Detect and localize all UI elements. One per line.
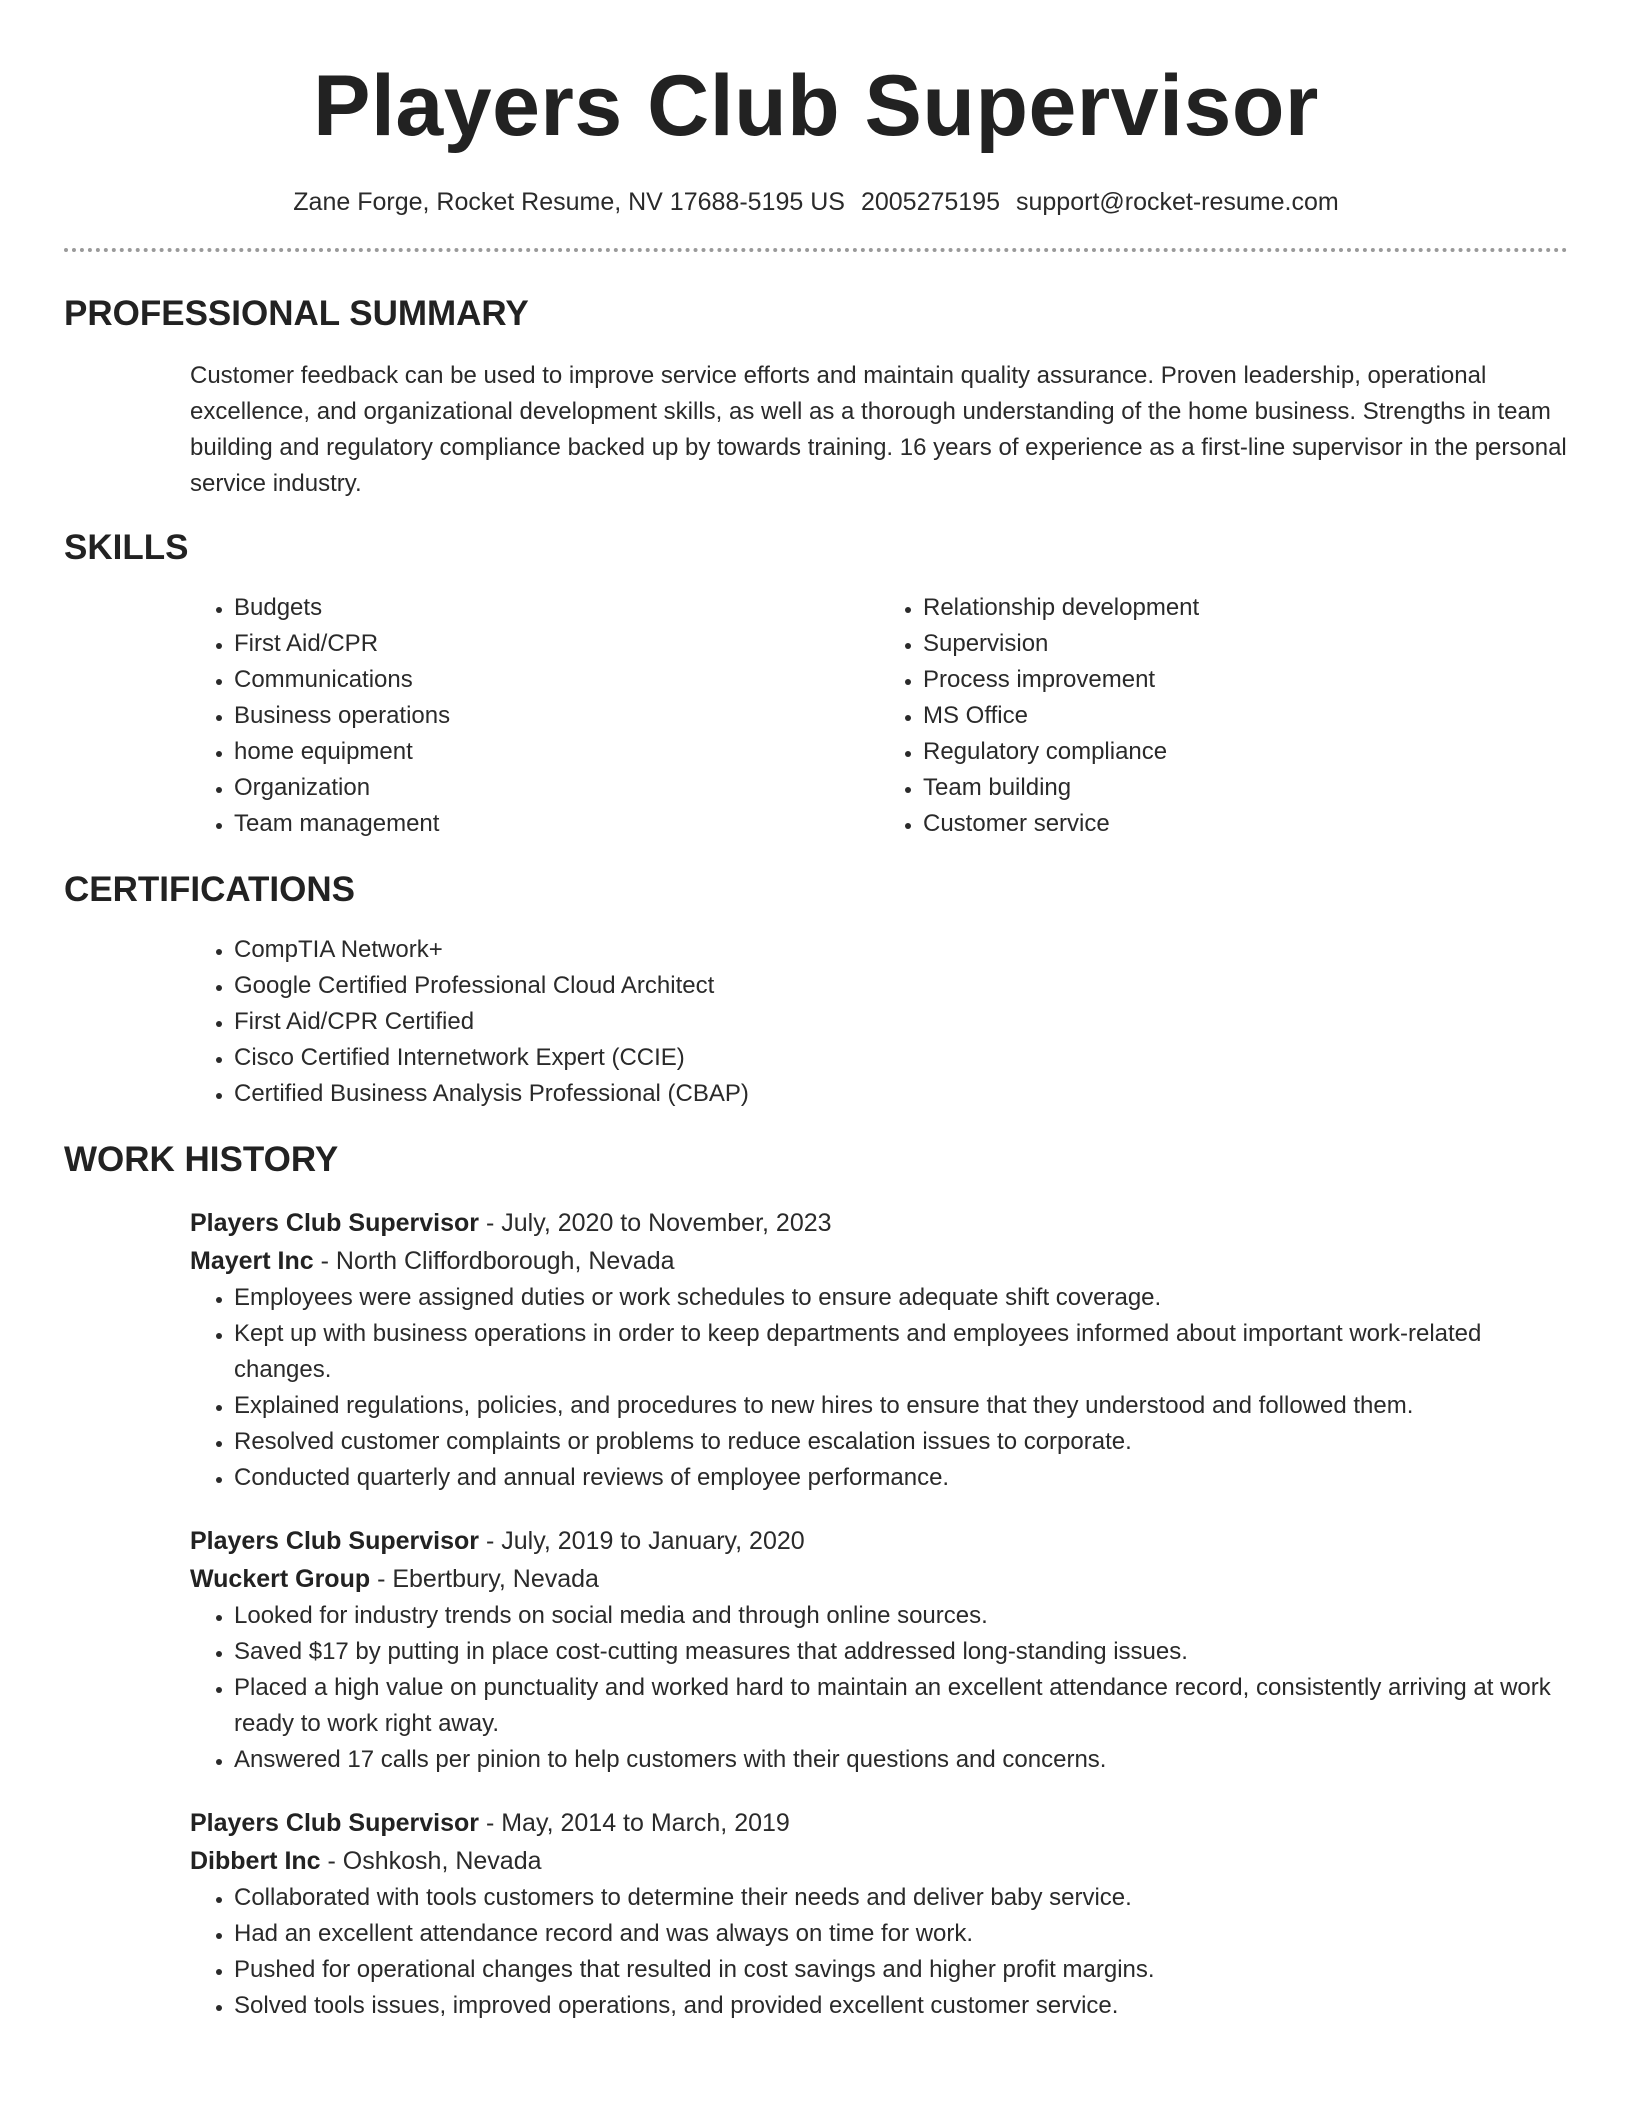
certifications-heading: CERTIFICATIONS	[64, 870, 356, 909]
job-role-line	[190, 1204, 1568, 1242]
job-location: - Oshkosh, Nevada	[320, 1847, 542, 1875]
job-dates: - July, 2020 to November, 2023	[479, 1209, 832, 1237]
skills-list-left	[190, 590, 879, 842]
job-duty: • Looked for industry trends on social media and through online sources.	[234, 1598, 1568, 1634]
job-entry	[190, 1204, 1568, 1496]
job-role-line	[190, 1804, 1568, 1842]
job-role: Players Club Supervisor	[190, 1809, 480, 1837]
job-duty: • Conducted quarterly and annual reviews of employee performance.	[234, 1460, 1568, 1496]
job-duties	[190, 1280, 1568, 1496]
job-duty: • Employees were assigned duties or work schedules to ensure adequate shift coverage.	[234, 1280, 1568, 1316]
skill-item: • Organization	[234, 770, 879, 806]
job-entry	[190, 1804, 1568, 2024]
job-duty: • Saved $17 by putting in place cost-cutting measures that addressed long-standing issues.	[234, 1634, 1568, 1670]
job-duty: • Collaborated with tools customers to determine their needs and deliver baby service.	[234, 1880, 1568, 1916]
job-duty: • Kept up with business operations in order to keep departments and employees informed about important work-related changes.	[234, 1316, 1568, 1388]
work-history-section	[64, 1138, 1568, 2024]
job-role-line	[190, 1522, 1568, 1560]
header-divider	[64, 248, 1568, 252]
contact-line	[64, 186, 1568, 218]
job-duty: • Answered 17 calls per pinion to help customers with their questions and concerns.	[234, 1742, 1568, 1778]
job-company-line	[190, 1560, 1568, 1598]
skill-item: • Team building	[923, 770, 1568, 806]
skill-item: • Customer service	[923, 806, 1568, 842]
summary-section	[64, 292, 1568, 502]
certification-item: • Google Certified Professional Cloud Architect	[234, 968, 1568, 1004]
contact-address: Zane Forge, Rocket Resume, NV 17688-5195 US	[293, 188, 845, 216]
certifications-section	[64, 868, 1568, 1112]
job-duty: • Explained regulations, policies, and procedures to new hires to ensure that they understood and followed them.	[234, 1388, 1568, 1424]
skill-item: • Communications	[234, 662, 879, 698]
skill-item: • Supervision	[923, 626, 1568, 662]
certification-item: • Certified Business Analysis Professional (CBAP)	[234, 1076, 1568, 1112]
contact-email: support@rocket-resume.com	[1016, 188, 1339, 216]
skills-heading: SKILLS	[64, 528, 189, 567]
job-duty: • Pushed for operational changes that resulted in cost savings and higher profit margins.	[234, 1952, 1568, 1988]
job-duties	[190, 1880, 1568, 2024]
job-duty: • Had an excellent attendance record and was always on time for work.	[234, 1916, 1568, 1952]
skills-list-right	[879, 590, 1568, 842]
job-duty: • Placed a high value on punctuality and worked hard to maintain an excellent attendance record, consistently arriving at work ready to work right away.	[234, 1670, 1568, 1742]
job-dates: - July, 2019 to January, 2020	[479, 1527, 805, 1555]
job-dates: - May, 2014 to March, 2019	[479, 1809, 790, 1837]
job-company-line	[190, 1842, 1568, 1880]
job-location: - Ebertbury, Nevada	[370, 1565, 599, 1593]
skill-item: • Team management	[234, 806, 879, 842]
certifications-list	[190, 932, 1568, 1112]
job-role: Players Club Supervisor	[190, 1527, 480, 1555]
skill-item: • First Aid/CPR	[234, 626, 879, 662]
skills-section	[64, 526, 1568, 842]
work-history-heading: WORK HISTORY	[64, 1140, 339, 1179]
job-duty: • Solved tools issues, improved operations, and provided excellent customer service.	[234, 1988, 1568, 2024]
certification-item: • Cisco Certified Internetwork Expert (CCIE)	[234, 1040, 1568, 1076]
summary-text: Customer feedback can be used to improve service efforts and maintain quality assurance. Proven leadership, operational excellence, and organizational development skills, as well as a thorough understanding of the home business. Strengths in team building and regulatory compliance backed up by towards training. 16 years of experience as a first-line supervisor in the personal service industry.	[190, 362, 1567, 497]
job-company-line	[190, 1242, 1568, 1280]
skill-item: • home equipment	[234, 734, 879, 770]
job-company: Dibbert Inc	[190, 1847, 321, 1875]
job-role: Players Club Supervisor	[190, 1209, 480, 1237]
job-duties	[190, 1598, 1568, 1778]
skill-item: • Relationship development	[923, 590, 1568, 626]
summary-heading: PROFESSIONAL SUMMARY	[64, 294, 529, 333]
skill-item: • Budgets	[234, 590, 879, 626]
certification-item: • CompTIA Network+	[234, 932, 1568, 968]
skill-item: • MS Office	[923, 698, 1568, 734]
resume-title: Players Club Supervisor	[313, 58, 1319, 154]
job-entry	[190, 1522, 1568, 1778]
certification-item: • First Aid/CPR Certified	[234, 1004, 1568, 1040]
skill-item: • Process improvement	[923, 662, 1568, 698]
skill-item: • Business operations	[234, 698, 879, 734]
contact-phone: 2005275195	[860, 188, 1000, 216]
job-location: - North Cliffordborough, Nevada	[313, 1247, 675, 1275]
certifications-list-wrap	[190, 932, 1568, 1112]
job-duty: • Resolved customer complaints or problems to reduce escalation issues to corporate.	[234, 1424, 1568, 1460]
skills-grid	[190, 590, 1568, 842]
job-company: Wuckert Group	[190, 1565, 371, 1593]
job-company: Mayert Inc	[190, 1247, 314, 1275]
skill-item: • Regulatory compliance	[923, 734, 1568, 770]
